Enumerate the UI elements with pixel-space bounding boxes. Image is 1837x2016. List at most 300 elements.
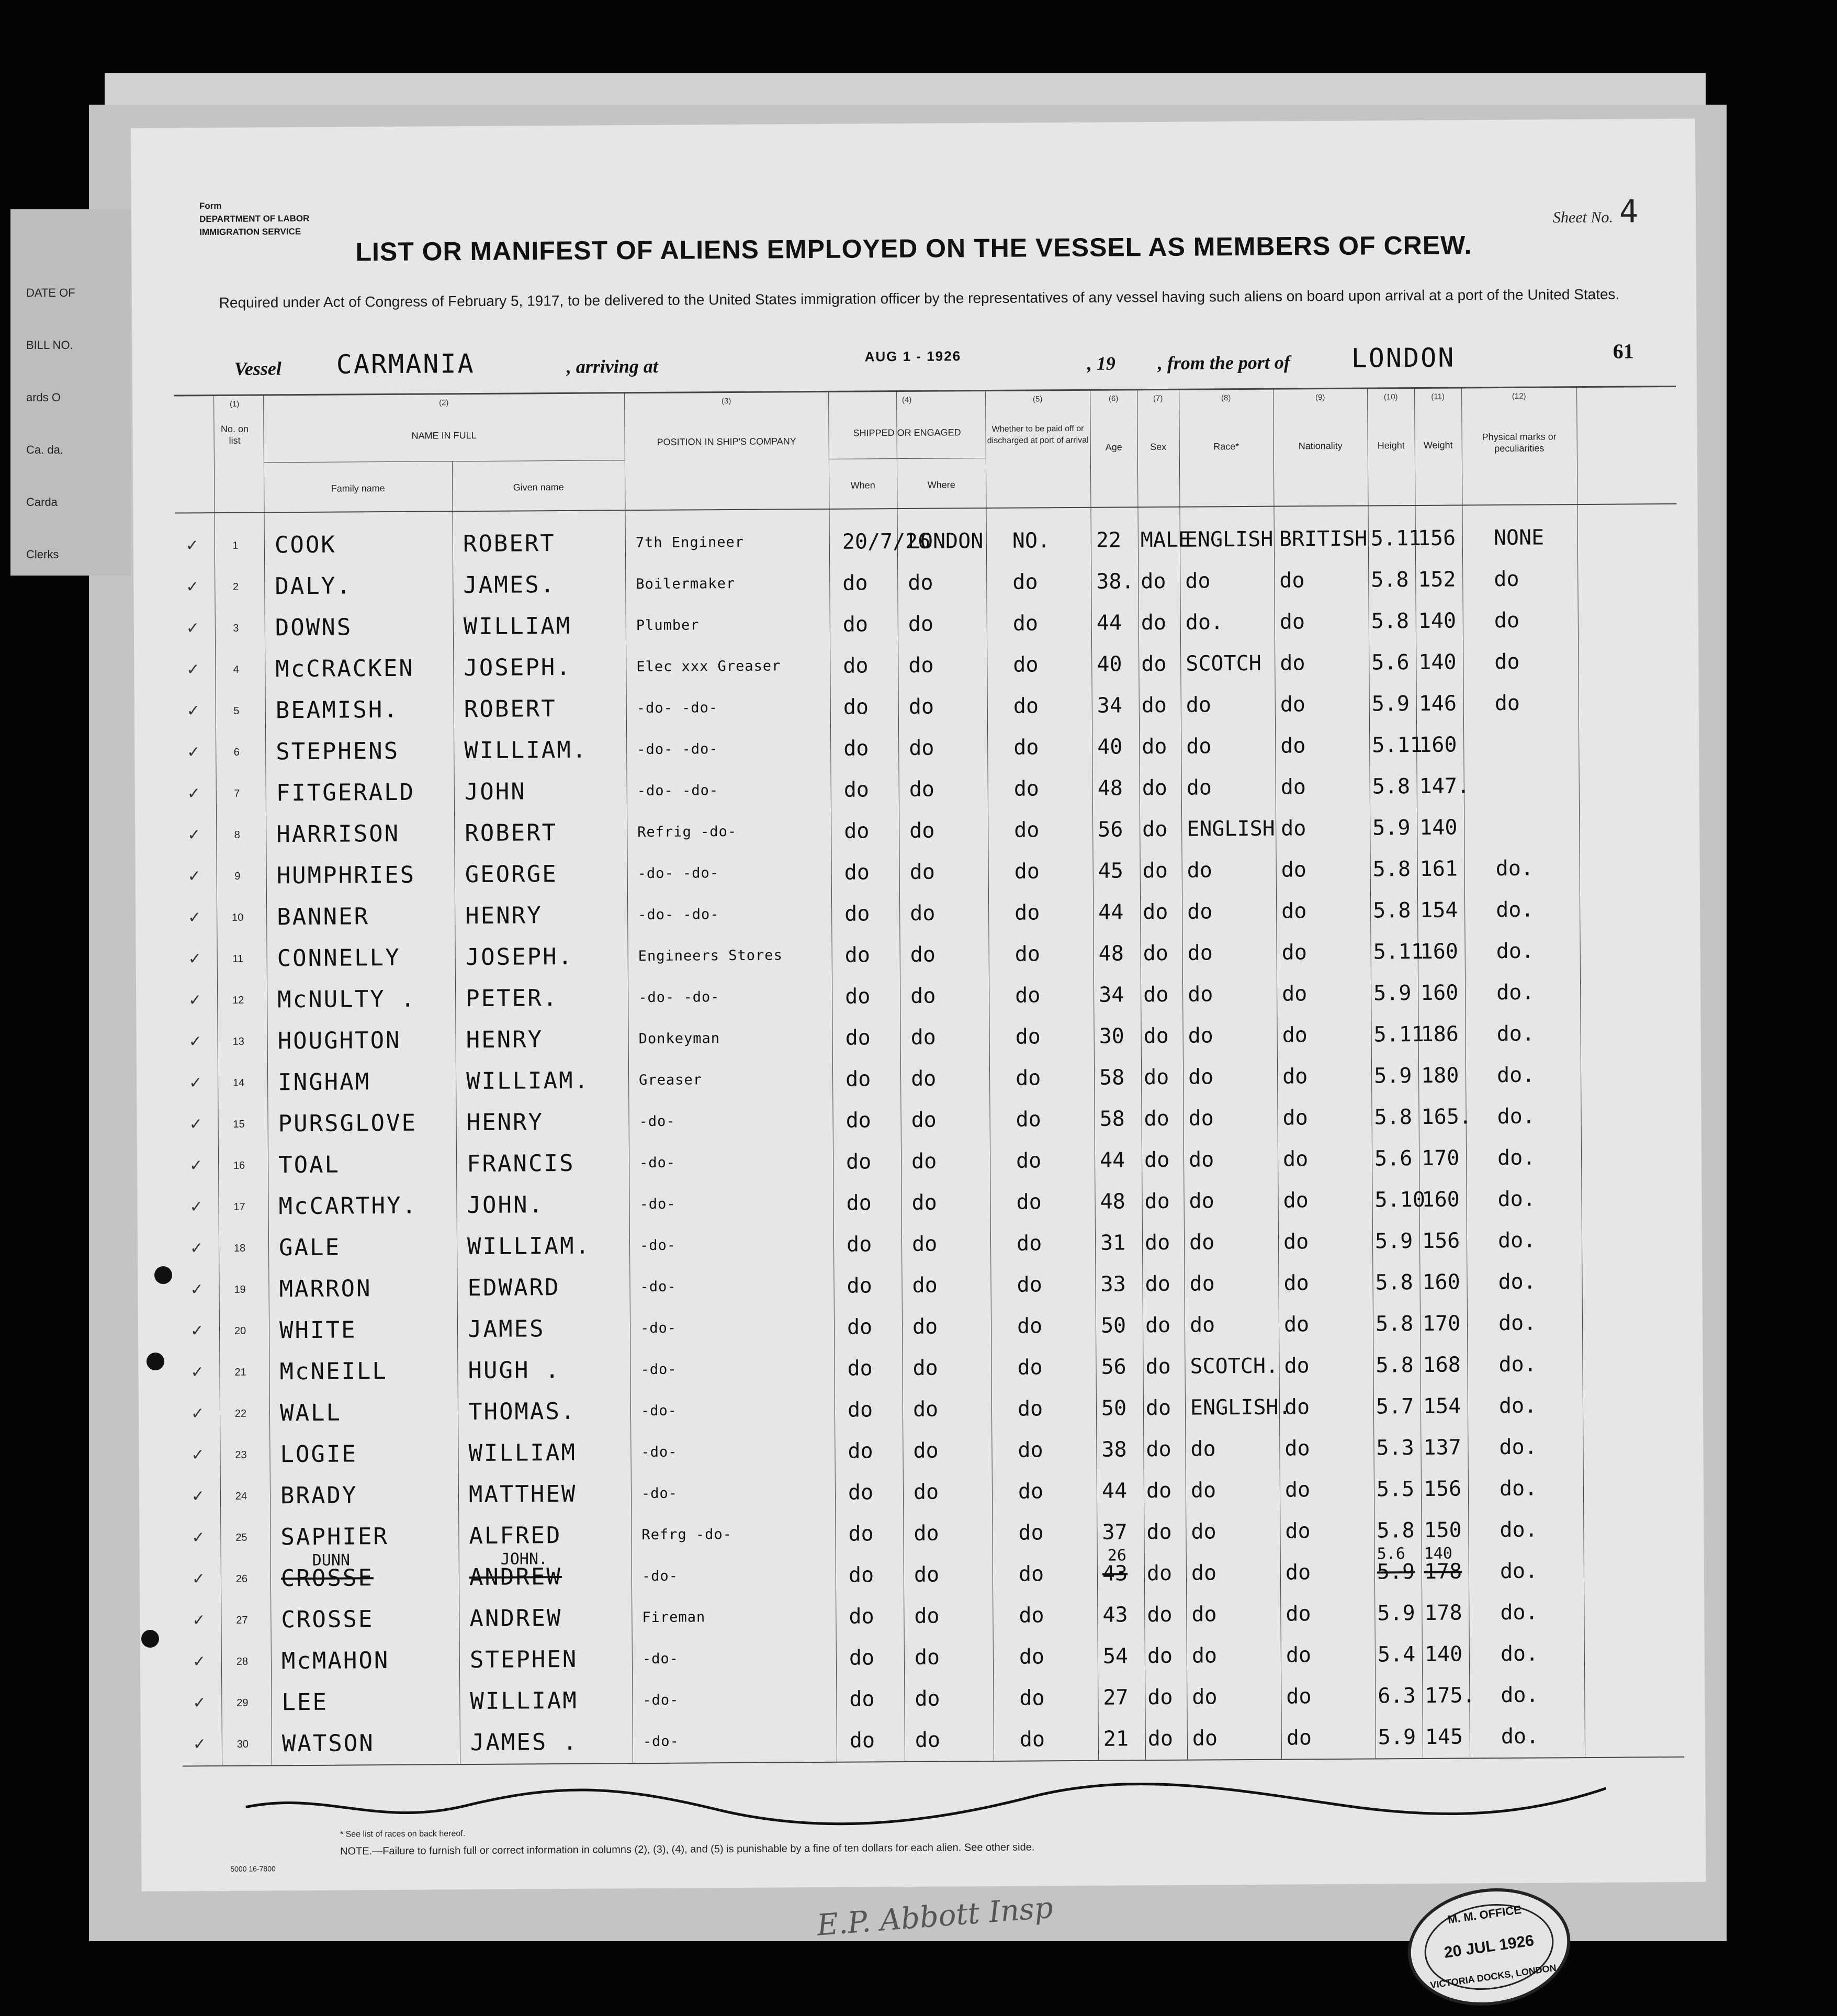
- paid-off: do: [1017, 1305, 1043, 1346]
- column-number: (11): [1414, 392, 1461, 401]
- shipped-when: do: [848, 1431, 873, 1471]
- sex: do: [1142, 726, 1167, 767]
- manifest-sheet: [131, 119, 1706, 1891]
- sex: do: [1143, 892, 1168, 932]
- age: 56: [1101, 1346, 1126, 1387]
- shipped-when: do: [849, 1679, 875, 1719]
- race: do: [1189, 1222, 1215, 1263]
- check-mark-icon: ✓: [186, 525, 199, 566]
- sex: MALE: [1141, 520, 1191, 561]
- row-number: 27: [226, 1600, 257, 1641]
- col-header-family: Family name: [264, 482, 452, 494]
- position: -do-: [643, 1639, 679, 1680]
- sex: do: [1147, 1594, 1173, 1635]
- shipped-when: do: [843, 645, 869, 686]
- position: Greaser: [639, 1060, 702, 1101]
- sex: do: [1141, 561, 1166, 602]
- given-name: WILLIAM.: [466, 1061, 590, 1102]
- height: 5.4: [1378, 1634, 1416, 1675]
- paid-off: do: [1013, 727, 1039, 768]
- paid-off: do: [1015, 975, 1041, 1016]
- given-name: WILLIAM.: [464, 730, 588, 771]
- age: 58: [1099, 1057, 1125, 1098]
- weight: 160: [1420, 931, 1458, 972]
- height: 5.9: [1373, 973, 1412, 1013]
- col-header-nationality: Nationality: [1273, 440, 1368, 452]
- paid-off: do: [1016, 1181, 1042, 1222]
- nationality: do: [1279, 560, 1305, 601]
- weight: 170: [1422, 1138, 1460, 1179]
- physical-marks: do.: [1496, 1013, 1535, 1054]
- sex: do: [1146, 1388, 1171, 1428]
- side-tab-line: ards O: [26, 371, 131, 424]
- weight: 146: [1419, 683, 1457, 724]
- check-mark-icon: ✓: [188, 1021, 202, 1062]
- given-name: FRANCIS: [467, 1143, 575, 1185]
- col-header-marks: Physical marks or peculiarities: [1462, 431, 1577, 454]
- position: -do- -do-: [638, 977, 720, 1018]
- nationality: do: [1286, 1552, 1311, 1593]
- given-name: ALFRED: [469, 1515, 561, 1557]
- family-name: GALE: [279, 1227, 341, 1269]
- page-title: LIST OR MANIFEST OF ALIENS EMPLOYED ON THE VESSEL AS MEMBERS OF CREW.: [131, 229, 1696, 268]
- paid-off: do: [1019, 1553, 1044, 1594]
- row-number: 18: [224, 1228, 255, 1269]
- check-mark-icon: ✓: [187, 691, 200, 731]
- column-number: (8): [1179, 393, 1273, 403]
- check-mark-icon: ✓: [189, 1104, 202, 1145]
- given-name: WILLIAM: [470, 1681, 578, 1722]
- height: 5.11: [1371, 518, 1422, 559]
- physical-marks: do.: [1500, 1592, 1538, 1633]
- weight: 156: [1422, 1221, 1460, 1262]
- height: 5.6: [1371, 642, 1410, 683]
- race: do: [1190, 1428, 1216, 1469]
- family-name: WALL: [280, 1393, 342, 1434]
- position: -do- -do-: [637, 688, 718, 729]
- col-header-race: Race*: [1179, 441, 1273, 453]
- age-correction: 26: [1107, 1535, 1126, 1576]
- row-number: 21: [224, 1352, 256, 1393]
- paid-off: do: [1012, 561, 1038, 602]
- sex: do: [1142, 685, 1167, 726]
- physical-marks: do.: [1500, 1468, 1538, 1509]
- position: Boilermaker: [636, 564, 735, 605]
- check-mark-icon: ✓: [192, 1600, 206, 1641]
- paid-off: do: [1013, 644, 1039, 685]
- race: do: [1189, 1180, 1214, 1221]
- row-number: 22: [225, 1393, 256, 1434]
- family-name: CONNELLY: [277, 938, 400, 979]
- family-name: CROSSE: [281, 1599, 374, 1640]
- check-mark-icon: ✓: [189, 1187, 203, 1227]
- given-name: JOHN: [465, 771, 526, 813]
- race: do: [1192, 1718, 1218, 1759]
- column-number: (7): [1137, 394, 1179, 403]
- family-name: McNULTY .: [277, 979, 416, 1021]
- sex: do: [1142, 850, 1168, 891]
- sex: do: [1146, 1470, 1172, 1511]
- col-header-where: Where: [897, 479, 986, 491]
- physical-marks: do.: [1499, 1386, 1537, 1426]
- position: Plumber: [636, 605, 700, 646]
- name-header-rule: [264, 460, 625, 463]
- sex: do: [1144, 1140, 1170, 1180]
- physical-marks: do.: [1500, 1551, 1538, 1592]
- family-name: BEAMISH.: [276, 690, 399, 731]
- row-number: 17: [223, 1187, 255, 1227]
- row-number: 15: [223, 1104, 254, 1145]
- stamp-date: 20 JUL 1926: [1410, 1927, 1568, 1966]
- race-footnote: * See list of races on back hereof.: [340, 1829, 465, 1839]
- family-name: TOAL: [278, 1145, 340, 1186]
- sex: do: [1148, 1718, 1174, 1759]
- shipped-where: do: [909, 686, 934, 727]
- nationality: do: [1284, 1387, 1310, 1427]
- position: -do-: [639, 1184, 676, 1225]
- given-name-correction: JOHN.: [500, 1539, 548, 1580]
- nationality: do: [1287, 1717, 1312, 1758]
- age: 38: [1101, 1429, 1127, 1470]
- sex: do: [1144, 1181, 1170, 1222]
- shipped-when: do: [843, 686, 869, 727]
- check-mark-icon: ✓: [193, 1724, 207, 1765]
- position: -do-: [642, 1556, 679, 1597]
- family-name: SAPHIER: [280, 1516, 389, 1558]
- shipped-when: do: [844, 893, 870, 934]
- check-mark-icon: ✓: [187, 815, 201, 855]
- row-number: 28: [227, 1641, 258, 1682]
- row-number: 25: [226, 1517, 257, 1558]
- shipped-where: do: [909, 728, 934, 769]
- sex: do: [1143, 974, 1169, 1015]
- family-name: WHITE: [279, 1310, 357, 1351]
- age: 54: [1103, 1636, 1129, 1676]
- sheet-number-label: Sheet No.: [1553, 209, 1613, 227]
- check-mark-icon: ✓: [191, 1517, 205, 1558]
- department-label: DEPARTMENT OF LABOR: [199, 213, 309, 224]
- row-number: 12: [222, 980, 254, 1021]
- position: -do-: [639, 1101, 675, 1142]
- shipped-when: do: [849, 1596, 874, 1637]
- paid-off: do: [1014, 768, 1040, 809]
- race: ENGLISH: [1187, 808, 1275, 850]
- nationality: do: [1280, 725, 1306, 766]
- shipped-where: do: [911, 1100, 937, 1141]
- weight: 170: [1423, 1303, 1461, 1344]
- given-name: ANDREW: [469, 1598, 562, 1639]
- stamp-top-text: M. M. OFFICE: [1406, 1897, 1563, 1932]
- stamp-bottom-text: VICTORIA DOCKS, LONDON: [1415, 1961, 1572, 1994]
- col-header-shipped: SHIPPED OR ENGAGED: [829, 426, 986, 439]
- paid-off: do: [1015, 1016, 1041, 1057]
- given-name: HENRY: [466, 1019, 543, 1061]
- age: 40: [1097, 644, 1122, 684]
- position: -do-: [640, 1308, 677, 1349]
- physical-marks: do.: [1496, 931, 1534, 972]
- shipped-where: do: [909, 769, 935, 810]
- race: do: [1185, 560, 1211, 601]
- from-port: LONDON: [1351, 343, 1456, 374]
- shipped-when: do: [844, 934, 870, 975]
- age: 31: [1100, 1222, 1126, 1263]
- physical-marks: do.: [1498, 1303, 1537, 1344]
- position: -do- -do-: [637, 853, 719, 894]
- column-number: (1): [213, 400, 255, 409]
- column-number: (10): [1367, 392, 1414, 402]
- family-name: COOK: [275, 525, 336, 566]
- sex: do: [1141, 644, 1167, 684]
- physical-marks: NONE: [1494, 517, 1545, 559]
- race: do: [1191, 1470, 1216, 1511]
- paid-off: do: [1018, 1429, 1043, 1470]
- service-label: IMMIGRATION SERVICE: [199, 227, 301, 238]
- row-number: 20: [224, 1311, 256, 1351]
- height: 5.6: [1374, 1138, 1413, 1179]
- row-number: 6: [221, 732, 252, 773]
- shipped-where: do: [908, 562, 933, 603]
- race: do: [1186, 684, 1212, 725]
- shipped-when: do: [844, 769, 870, 810]
- sheet-number-value: 4: [1619, 193, 1639, 230]
- row-number: 30: [227, 1724, 258, 1765]
- sex: do: [1143, 933, 1168, 974]
- sex: do: [1147, 1553, 1173, 1594]
- physical-marks: do: [1494, 559, 1519, 600]
- nationality: do: [1281, 891, 1307, 931]
- given-name: HUGH .: [468, 1350, 560, 1391]
- physical-marks: do.: [1498, 1220, 1536, 1261]
- check-mark-icon: ✓: [186, 567, 199, 607]
- given-name: THOMAS.: [468, 1391, 577, 1433]
- age: 48: [1100, 1181, 1125, 1222]
- nationality: do: [1282, 1015, 1308, 1055]
- height: 5.8: [1372, 849, 1411, 889]
- family-name: LEE: [281, 1682, 328, 1724]
- given-name: HENRY: [466, 1102, 544, 1143]
- nationality: do: [1281, 932, 1307, 973]
- check-mark-icon: ✓: [191, 1476, 205, 1517]
- sex: do: [1144, 1057, 1169, 1098]
- check-mark-icon: ✓: [188, 939, 201, 979]
- height: 5.8: [1372, 766, 1410, 807]
- row-number: 7: [221, 773, 253, 814]
- position: Refrg -do-: [641, 1514, 732, 1556]
- given-name: ROBERT: [465, 813, 557, 854]
- row-number: 9: [222, 856, 253, 897]
- race: do: [1186, 726, 1212, 767]
- nationality: do: [1281, 849, 1306, 890]
- physical-marks: do.: [1498, 1344, 1537, 1385]
- physical-marks: do.: [1497, 1137, 1536, 1178]
- position: -do-: [640, 1225, 677, 1266]
- nationality: do: [1283, 1221, 1309, 1262]
- nationality: do: [1282, 973, 1308, 1014]
- shipped-when: do: [848, 1389, 873, 1430]
- weight: 178: [1424, 1593, 1462, 1634]
- family-name: STEPHENS: [276, 731, 399, 772]
- height: 5.7: [1376, 1386, 1414, 1427]
- given-name: JOHN.: [467, 1185, 544, 1226]
- race: do: [1187, 767, 1212, 808]
- paid-off: do: [1018, 1388, 1043, 1429]
- paid-off: do: [1016, 1099, 1041, 1140]
- position: -do- -do-: [637, 729, 718, 770]
- age: 34: [1097, 685, 1123, 726]
- shipped-where: do: [913, 1389, 939, 1430]
- side-tab-line: Carda: [26, 476, 131, 528]
- punch-hole: [146, 1353, 164, 1370]
- shipped-where: do: [912, 1307, 938, 1347]
- nationality: do: [1282, 1097, 1308, 1138]
- nationality: do: [1282, 1056, 1308, 1097]
- given-name: GEORGE: [465, 854, 557, 895]
- position: -do- -do-: [638, 894, 719, 936]
- shipped-when: do: [846, 1058, 871, 1099]
- nationality: do: [1283, 1180, 1309, 1221]
- weight: 160: [1419, 725, 1457, 765]
- family-name: LOGIE: [280, 1434, 357, 1475]
- check-mark-icon: ✓: [190, 1311, 204, 1351]
- race: do: [1192, 1676, 1218, 1717]
- weight: 154: [1423, 1386, 1461, 1427]
- row-number: 14: [223, 1063, 254, 1103]
- shipped-when: do: [846, 1141, 872, 1182]
- race: do: [1187, 891, 1213, 932]
- family-name: MARRON: [279, 1268, 371, 1310]
- col-header-weight: Weight: [1415, 439, 1462, 451]
- check-mark-icon: ✓: [189, 1063, 202, 1103]
- check-mark-icon: ✓: [192, 1559, 206, 1600]
- position: -do-: [639, 1143, 676, 1184]
- race: do: [1188, 1098, 1214, 1139]
- nationality: do: [1285, 1469, 1311, 1510]
- shipped-when: do: [848, 1513, 874, 1554]
- shipped-when: do: [844, 852, 870, 893]
- nationality: do: [1280, 601, 1305, 642]
- height: 5.11: [1372, 725, 1423, 766]
- family-name-correction: DUNN: [312, 1540, 350, 1581]
- age: 27: [1103, 1677, 1129, 1718]
- height: 5.9: [1377, 1551, 1415, 1592]
- age: 40: [1097, 726, 1123, 767]
- paid-off: do: [1019, 1677, 1045, 1718]
- age: 38.: [1096, 561, 1134, 602]
- check-mark-icon: ✓: [193, 1683, 206, 1724]
- nationality: do: [1281, 808, 1306, 849]
- shipped-where: do: [910, 1017, 936, 1058]
- age: 22: [1096, 520, 1122, 560]
- family-name: HARRISON: [276, 814, 400, 855]
- shipped-when: do: [844, 810, 870, 851]
- age: 37: [1102, 1512, 1128, 1552]
- age: 50: [1101, 1305, 1126, 1346]
- age: 43: [1102, 1594, 1128, 1635]
- given-name: JAMES: [468, 1309, 545, 1350]
- height: 5.9: [1375, 1221, 1413, 1262]
- physical-marks: do.: [1495, 848, 1534, 889]
- shipped-where: do: [912, 1348, 938, 1389]
- shipped-when: do: [846, 1182, 872, 1223]
- sex: do: [1142, 809, 1168, 850]
- shipped-where: do: [912, 1224, 938, 1265]
- sex: do: [1146, 1429, 1171, 1470]
- race: do: [1192, 1635, 1218, 1676]
- paid-off: do: [1015, 933, 1040, 974]
- row-number: 1: [220, 525, 251, 566]
- given-name: STEPHEN: [470, 1639, 578, 1681]
- page-number: 61: [1613, 339, 1634, 363]
- vessel-name: CARMANIA: [336, 348, 475, 380]
- age: 33: [1100, 1264, 1126, 1304]
- weight: 140: [1419, 807, 1458, 848]
- weight: 168: [1423, 1345, 1461, 1386]
- shipped-where: do: [914, 1555, 940, 1595]
- side-index-tab: [10, 209, 131, 576]
- nationality: do: [1284, 1345, 1310, 1386]
- age: 58: [1099, 1098, 1125, 1139]
- check-mark-icon: ✓: [187, 773, 201, 814]
- position: Engineers Stores: [638, 935, 783, 977]
- height: 5.8: [1371, 601, 1410, 641]
- weight: 186: [1421, 1014, 1459, 1055]
- paid-off: do: [1018, 1471, 1044, 1512]
- paid-off: NO.: [1012, 520, 1051, 561]
- punch-hole: [154, 1266, 172, 1284]
- row-number: 26: [226, 1559, 257, 1600]
- row-number: 29: [227, 1683, 258, 1724]
- shipped-when: do: [845, 976, 871, 1017]
- weight: 175.: [1425, 1675, 1475, 1716]
- height: 5.8: [1374, 1097, 1412, 1137]
- height: 5.9: [1372, 683, 1410, 724]
- check-mark-icon: ✓: [190, 1269, 204, 1310]
- check-mark-icon: ✓: [190, 1352, 204, 1393]
- age: 21: [1103, 1718, 1129, 1759]
- shipped-where: do: [909, 852, 935, 893]
- height: 5.9: [1378, 1717, 1416, 1758]
- paid-off: do: [1017, 1223, 1042, 1264]
- row-number: 13: [222, 1021, 254, 1062]
- col-header-no: No. on list: [213, 423, 255, 446]
- physical-marks: do.: [1496, 972, 1535, 1013]
- shipped-when: do: [843, 728, 869, 769]
- check-mark-icon: ✓: [188, 980, 202, 1021]
- weight: 156: [1418, 518, 1456, 559]
- sex: do: [1145, 1264, 1170, 1304]
- paid-off: do: [1019, 1595, 1044, 1636]
- age: 45: [1098, 850, 1123, 891]
- weight: 140: [1418, 642, 1457, 683]
- weight: 160: [1421, 973, 1459, 1013]
- side-tab-line: Clerks: [26, 528, 131, 581]
- side-tab-line: BILL NO.: [26, 319, 131, 371]
- page-subtitle: Required under Act of Congress of February 5, 1917, to be delivered to the United States immigration officer by the representatives of any vessel having such aliens on board upon arrival at a port of the United States.: [205, 284, 1633, 313]
- race: do: [1191, 1552, 1217, 1593]
- shipped-when: do: [846, 1100, 871, 1141]
- height: 5.9: [1377, 1593, 1415, 1634]
- given-name: WILLIAM: [464, 606, 572, 647]
- check-mark-icon: ✓: [188, 897, 201, 938]
- height: 5.8: [1376, 1303, 1414, 1344]
- nationality: do: [1280, 767, 1306, 807]
- weight: 150: [1424, 1510, 1462, 1551]
- weight: 178: [1424, 1551, 1462, 1592]
- physical-marks: do.: [1501, 1634, 1539, 1674]
- given-name: ROBERT: [464, 689, 557, 730]
- height: 5.9: [1372, 807, 1411, 848]
- given-name: WILLIAM.: [467, 1226, 591, 1267]
